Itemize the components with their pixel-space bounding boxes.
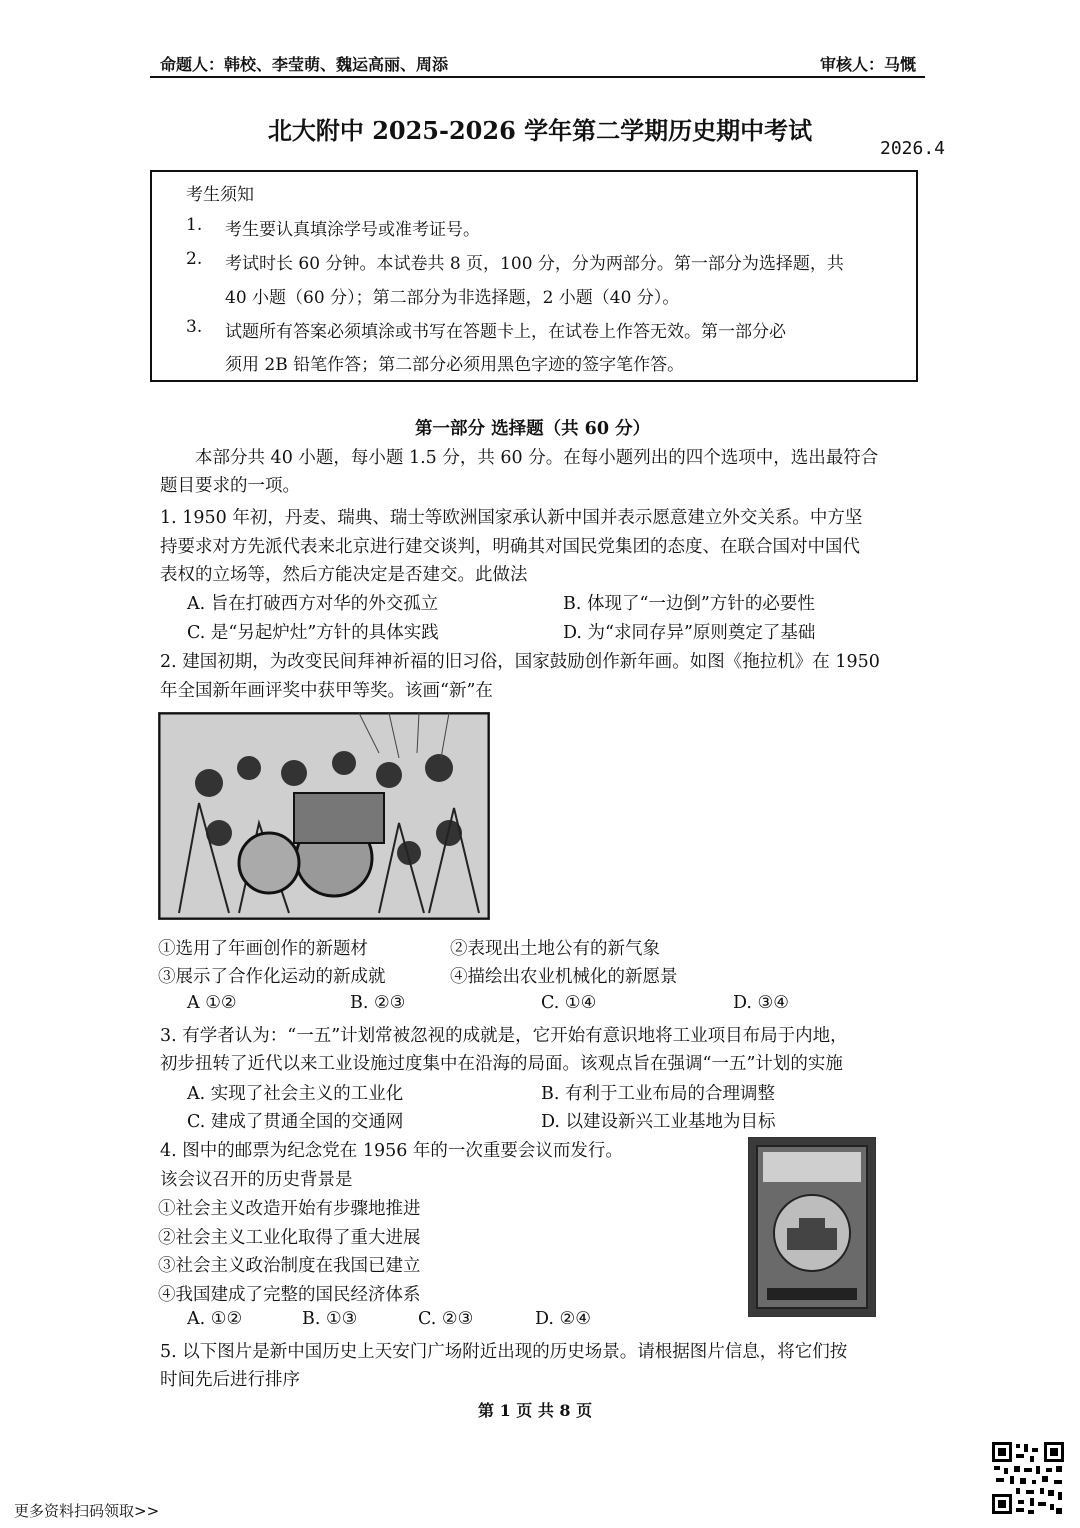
- q5-stem: 时间先后进行排序: [160, 1370, 300, 1390]
- q2-option-a: A ①②: [187, 993, 237, 1013]
- q2-statement-3: ③展示了合作化运动的新成就: [158, 967, 386, 987]
- q4-statement-1: ①社会主义改造开始有步骤地推进: [158, 1199, 421, 1219]
- q4-option-d: D. ②④: [535, 1309, 591, 1329]
- notice-item-num: 3.: [186, 317, 203, 337]
- q1-stem: 持要求对方先派代表来北京进行建交谈判，明确其对国民党集团的态度、在联合国对中国代: [160, 537, 860, 557]
- q2-statement-1: ①选用了年画创作的新题材: [158, 939, 368, 959]
- commemorative-stamp: [748, 1137, 876, 1317]
- q1-option-b: B. 体现了“一边倒”方针的必要性: [563, 594, 815, 614]
- q3-option-a: A. 实现了社会主义的工业化: [187, 1084, 404, 1104]
- q4-option-b: B. ①③: [302, 1309, 358, 1329]
- q3-option-b: B. 有利于工业布局的合理调整: [541, 1084, 775, 1104]
- q3-stem: 初步扭转了近代以来工业设施过度集中在沿海的局面。该观点旨在强调“一五”计划的实施: [160, 1054, 843, 1074]
- q2-stem: 年全国新年画评奖中获甲等奖。该画“新”在: [160, 681, 493, 701]
- notice-item-line: 考生要认真填涂学号或准考证号。: [225, 220, 480, 240]
- notice-item-line: 考试时长 60 分钟。本试卷共 8 页，100 分，分为两部分。第一部分为选择题，共: [225, 254, 844, 274]
- header-rule: [150, 76, 925, 78]
- notice-item-num: 2.: [186, 249, 203, 269]
- page-number: 第 1 页 共 8 页: [478, 1401, 593, 1420]
- part1-intro: 题目要求的一项。: [160, 476, 300, 496]
- part1-title: 第一部分 选择题（共 60 分）: [415, 419, 651, 439]
- notice-heading: 考生须知: [186, 185, 254, 205]
- q4-stem: 该会议召开的历史背景是: [160, 1170, 353, 1190]
- notice-item-line: 试题所有答案必须填涂或书写在答题卡上，在试卷上作答无效。第一部分必: [225, 322, 786, 342]
- notice-item-line: 须用 2B 铅笔作答；第二部分必须用黑色字迹的签字笔作答。: [225, 355, 685, 375]
- q4-option-c: C. ②③: [418, 1309, 474, 1329]
- stamp-illustration: [749, 1138, 875, 1316]
- q2-option-c: C. ①④: [541, 993, 597, 1013]
- tractor-painting-illustration: [159, 713, 489, 919]
- notice-item-num: 1.: [186, 215, 203, 235]
- q5-stem: 5. 以下图片是新中国历史上天安门广场附近出现的历史场景。请根据图片信息，将它们按: [160, 1342, 848, 1362]
- footer-link[interactable]: 更多资料扫码领取>>: [14, 1502, 160, 1520]
- q2-option-d: D. ③④: [733, 993, 789, 1013]
- q4-statement-4: ④我国建成了完整的国民经济体系: [158, 1285, 421, 1305]
- q2-statement-2: ②表现出土地公有的新气象: [450, 939, 660, 959]
- q4-option-a: A. ①②: [187, 1309, 243, 1329]
- notice-item-line: 40 小题（60 分）；第二部分为非选择题，2 小题（40 分）。: [225, 288, 680, 308]
- exam-date: 2026.4: [880, 138, 946, 159]
- q4-statement-3: ③社会主义政治制度在我国已建立: [158, 1256, 421, 1276]
- q1-stem: 表权的立场等，然后方能决定是否建交。此做法: [160, 565, 528, 585]
- q1-option-d: D. 为“求同存异”原则奠定了基础: [563, 623, 816, 643]
- q2-statement-4: ④描绘出农业机械化的新愿景: [450, 967, 678, 987]
- q2-stem: 2. 建国初期，为改变民间拜神祈福的旧习俗，国家鼓励创作新年画。如图《拖拉机》在 1950: [160, 652, 880, 672]
- q1-option-a: A. 旨在打破西方对华的外交孤立: [187, 594, 439, 614]
- q4-statement-2: ②社会主义工业化取得了重大进展: [158, 1228, 421, 1248]
- q4-stem: 4. 图中的邮票为纪念党在 1956 年的一次重要会议而发行。: [160, 1141, 623, 1161]
- tractor-painting: [158, 712, 490, 920]
- q2-option-b: B. ②③: [350, 993, 406, 1013]
- q1-option-c: C. 是“另起炉灶”方针的具体实践: [187, 623, 439, 643]
- q1-stem: 1. 1950 年初，丹麦、瑞典、瑞士等欧洲国家承认新中国并表示愿意建立外交关系。中方坚: [160, 508, 863, 528]
- qr-code-graphic: [990, 1440, 1066, 1516]
- exam-reviewer: 审核人：马慨: [820, 55, 917, 74]
- exam-title: 北大附中 2025-2026 学年第二学期历史期中考试: [267, 116, 813, 145]
- qr-code[interactable]: [990, 1440, 1066, 1516]
- q3-option-c: C. 建成了贯通全国的交通网: [187, 1112, 404, 1132]
- exam-authors: 命题人：韩校、李莹萌、魏运高丽、周添: [160, 55, 449, 74]
- q3-option-d: D. 以建设新兴工业基地为目标: [541, 1112, 776, 1132]
- q3-stem: 3. 有学者认为：“一五”计划常被忽视的成就是，它开始有意识地将工业项目布局于内地，: [160, 1026, 848, 1046]
- part1-intro: 本部分共 40 小题，每小题 1.5 分，共 60 分。在每小题列出的四个选项中，选出最符合: [195, 448, 879, 468]
